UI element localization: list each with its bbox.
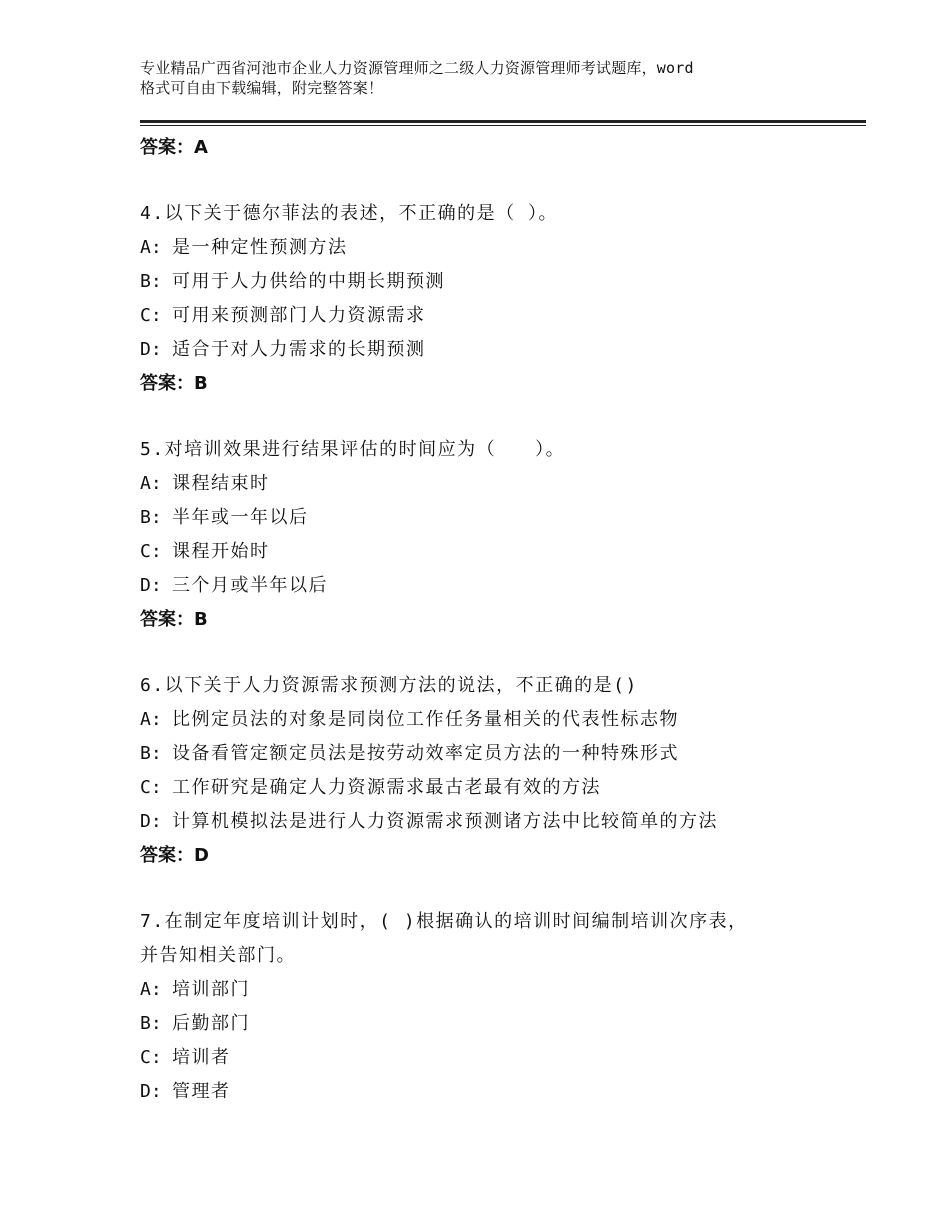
question-stem: 4.以下关于德尔菲法的表述，不正确的是（ ）。 <box>140 203 559 224</box>
option-c: C: 工作研究是确定人力资源需求最古老最有效的方法 <box>140 777 601 798</box>
header-rule-thin <box>140 125 866 126</box>
option-b: B: 设备看管定额定员法是按劳动效率定员方法的一种特殊形式 <box>140 743 679 764</box>
option-c: C: 培训者 <box>140 1047 231 1068</box>
option-b: B: 后勤部门 <box>140 1013 250 1034</box>
question-block <box>140 905 840 1109</box>
header-rule-thick <box>140 120 866 123</box>
header-line-2: 格式可自由下载编辑，附完整答案！ <box>140 79 384 97</box>
question-stem: 6.以下关于人力资源需求预测方法的说法，不正确的是() <box>140 675 638 696</box>
answer-line: 答案：A <box>140 137 208 158</box>
option-a: A: 培训部门 <box>140 979 250 1000</box>
option-d: D: 三个月或半年以后 <box>140 575 328 596</box>
option-a: A: 课程结束时 <box>140 473 270 494</box>
answer-line: 答案：B <box>140 373 208 394</box>
option-a: A: 是一种定性预测方法 <box>140 237 348 258</box>
question-stem-continued: 并告知相关部门。 <box>140 945 296 966</box>
option-d: D: 适合于对人力需求的长期预测 <box>140 339 426 360</box>
option-d: D: 计算机模拟法是进行人力资源需求预测诸方法中比较简单的方法 <box>140 811 718 832</box>
option-c: C: 课程开始时 <box>140 541 270 562</box>
question-block <box>140 197 840 401</box>
question-stem: 7.在制定年度培训计划时，( )根据确认的培训时间编制培训次序表， <box>140 911 748 932</box>
answer-line: 答案：D <box>140 845 209 866</box>
document-header <box>140 58 840 98</box>
option-a: A: 比例定员法的对象是同岗位工作任务量相关的代表性标志物 <box>140 709 679 730</box>
option-d: D: 管理者 <box>140 1081 231 1102</box>
header-line-1: 专业精品广西省河池市企业人力资源管理师之二级人力资源管理师考试题库，word <box>140 59 694 77</box>
question-stem: 5.对培训效果进行结果评估的时间应为（ ）。 <box>140 439 566 460</box>
option-b: B: 可用于人力供给的中期长期预测 <box>140 271 445 292</box>
question-block <box>140 669 840 873</box>
question-block <box>140 433 840 637</box>
answer-line: 答案：B <box>140 609 208 630</box>
option-c: C: 可用来预测部门人力资源需求 <box>140 305 426 326</box>
option-b: B: 半年或一年以后 <box>140 507 309 528</box>
question-list <box>140 131 840 1109</box>
